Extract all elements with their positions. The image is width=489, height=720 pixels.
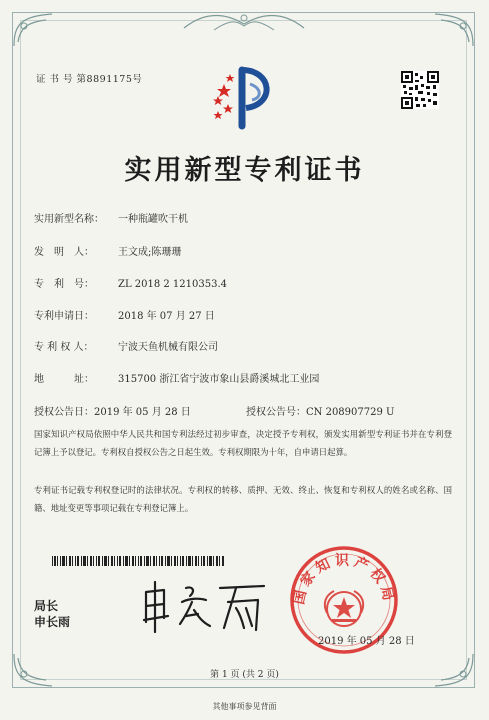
field-value: 2019 年 05 月 28 日: [94, 407, 191, 418]
bottom-note: 其他事项参见背面: [212, 702, 277, 711]
field-label: 专利申请日：: [34, 311, 94, 322]
field-patentee: [34, 338, 218, 353]
director-title: 局长: [34, 599, 59, 613]
field-address: [34, 370, 319, 385]
field-label: 授权公告日：: [34, 407, 94, 418]
field-value: 2018 年 07 月 27 日: [118, 311, 215, 322]
field-value: 王文成;陈珊珊: [118, 247, 182, 258]
field-inventor: [34, 243, 181, 258]
field-label: 专 利 权 人：: [34, 342, 94, 353]
corner-ornament-top-right: [431, 12, 475, 48]
director-signature: [140, 576, 268, 634]
director-name: 申长雨: [34, 615, 71, 629]
qr-code-icon: [401, 71, 439, 109]
top-center-ornament: [174, 10, 314, 34]
cnipa-logo-icon: [206, 64, 286, 132]
seal-date: 2019 年 05 月 28 日: [318, 636, 415, 647]
field-value: ZL 2018 2 1210353.4: [118, 279, 228, 290]
field-label: 授权公告号：: [246, 407, 306, 418]
field-patent-number: [34, 275, 227, 290]
field-utility-model-name: [34, 210, 188, 225]
field-value: CN 208907729 U: [306, 407, 395, 418]
field-value: 315700 浙江省宁波市象山县爵溪城北工业园: [118, 374, 320, 385]
field-label: 专 利 号：: [34, 279, 94, 290]
corner-ornament-top-left: [12, 12, 56, 48]
statement-paragraph-1: 国家知识产权局依照中华人民共和国专利法经过初步审查，决定授予专利权，颁发实用新型专利证书并在专利登记簿上予以登记。专利权自授权公告之日起生效。专利权期限为十年，自申请日起算。: [34, 429, 452, 457]
field-label: 地 址：: [34, 374, 94, 385]
statement-paragraph-2: 专利证书记载专利权登记时的法律状况。专利权的转移、质押、无效、终止、恢复和专利权人的姓名或名称、国籍、地址变更等事项记载在专利登记簿上。: [34, 485, 452, 513]
seal-text: 国家知识产权局: [291, 553, 397, 607]
field-value: 宁波天鱼机械有限公司: [118, 342, 218, 353]
field-grant-date: [34, 403, 191, 418]
field-grant-number: [246, 403, 394, 418]
field-label: 发 明 人：: [34, 247, 94, 258]
certificate-title: 实用新型专利证书: [124, 155, 365, 186]
page-number: 第 1 页 (共 2 页): [210, 670, 279, 680]
field-filing-date: [34, 307, 215, 322]
field-label: 实用新型名称：: [34, 214, 104, 225]
barcode-icon: [52, 556, 224, 566]
field-value: 一种瓶罐吹干机: [118, 214, 188, 225]
svg-text:国家知识产权局: [290, 552, 396, 606]
certificate-number: 证 书 号 第8891175号: [36, 74, 143, 85]
